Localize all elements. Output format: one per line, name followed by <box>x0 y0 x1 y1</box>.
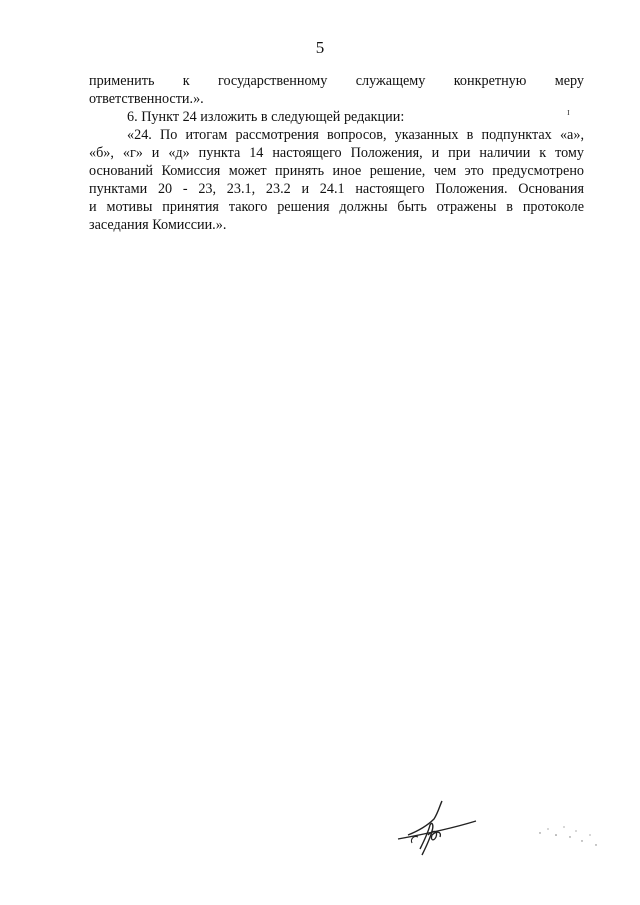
paragraph-line: оснований Комиссия может принять иное решение, чем это предусмотрено <box>89 163 584 179</box>
paragraph-line: «24. По итогам рассмотрения вопросов, указанных в подпунктах «а», <box>127 127 584 143</box>
paragraph-line: заседания Комиссии.». <box>89 217 227 233</box>
paragraph-line: «б», «г» и «д» пункта 14 настоящего Положения, и при наличии к тому <box>89 145 584 161</box>
page-number: 5 <box>315 38 325 57</box>
document-body <box>89 72 584 234</box>
paragraph-line: применить к государственному служащему конкретную меру <box>89 73 584 89</box>
paragraph-line: ответственности.». <box>89 91 204 107</box>
paragraph-line: пунктами 20 - 23, 23.1, 23.2 и 24.1 настоящего Положения. Основания <box>89 181 584 197</box>
scan-speckle <box>530 815 610 855</box>
signature-image <box>390 795 485 865</box>
stray-mark: ɪ <box>567 107 570 118</box>
paragraph-line: и мотивы принятия такого решения должны быть отражены в протоколе <box>89 199 584 215</box>
paragraph-line: 6. Пункт 24 изложить в следующей редакции: <box>127 109 405 125</box>
